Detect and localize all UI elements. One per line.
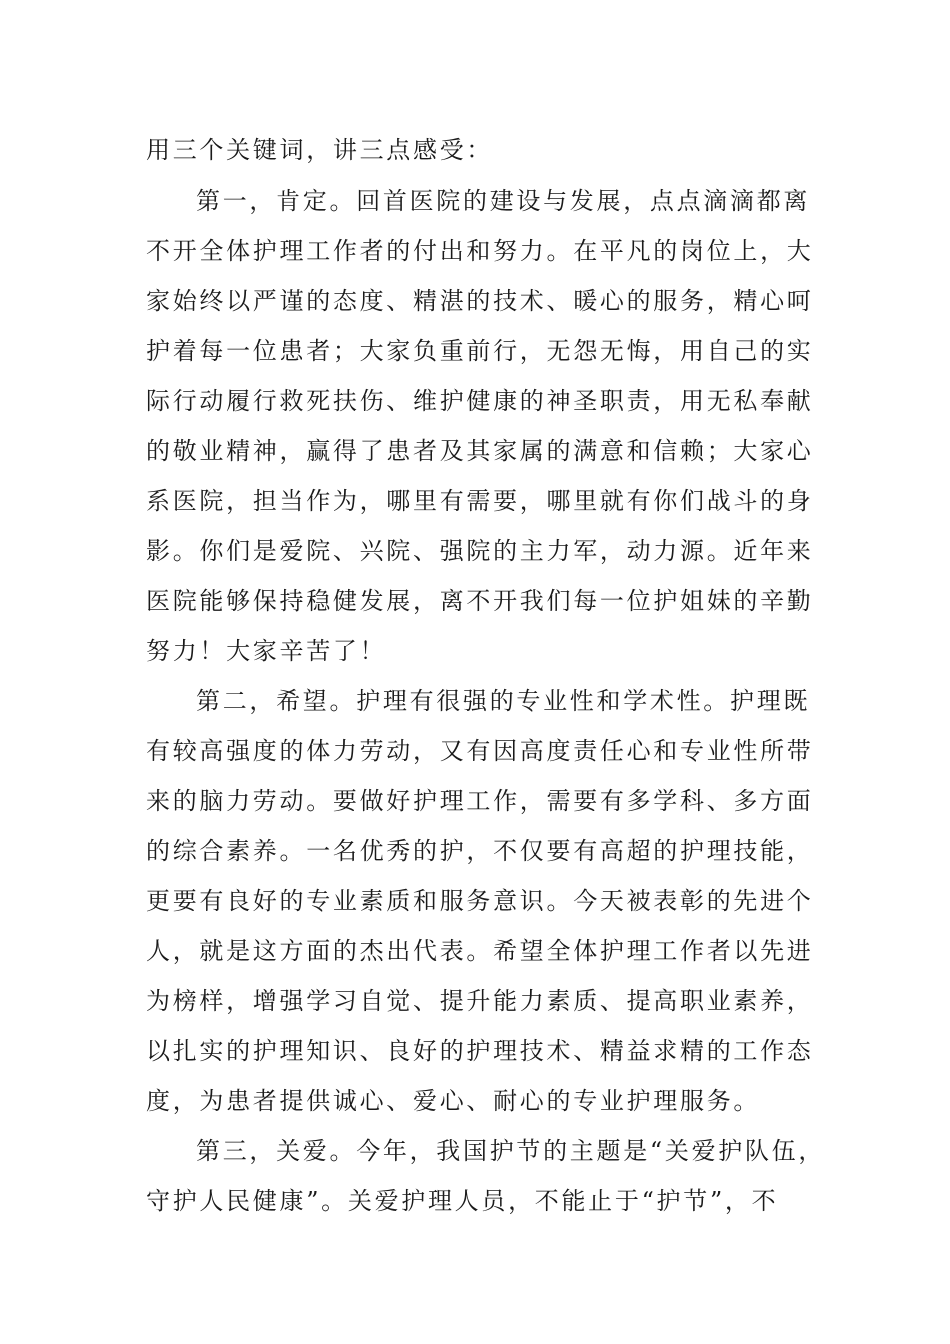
text-line: 影。你们是爱院、兴院、强院的主力军，动力源。近年来 xyxy=(146,537,814,565)
text-line: 际行动履行救死扶伤、维护健康的神圣职责，用无私奉献 xyxy=(146,387,814,415)
text-line: 护着每一位患者；大家负重前行，无怨无悔，用自己的实 xyxy=(146,337,814,365)
text-line: 更要有良好的专业素质和服务意识。今天被表彰的先进个 xyxy=(146,887,814,915)
text-line: 守护人民健康”。关爱护理人员，不能止于“护节”，不 xyxy=(146,1187,779,1215)
text-line: 度，为患者提供诚心、爱心、耐心的专业护理服务。 xyxy=(146,1087,761,1115)
text-line: 家始终以严谨的态度、精湛的技术、暖心的服务，精心呵 xyxy=(146,287,814,315)
text-line: 医院能够保持稳健发展，离不开我们每一位护姐妹的辛勤 xyxy=(146,587,814,615)
paragraph-start-line: 第一，肯定。回首医院的建设与发展，点点滴滴都离 xyxy=(196,187,811,215)
text-line: 有较高强度的体力劳动，又有因高度责任心和专业性所带 xyxy=(146,737,814,765)
paragraph-start-line: 第二，希望。护理有很强的专业性和学术性。护理既 xyxy=(196,687,811,715)
text-line: 的综合素养。一名优秀的护，不仅要有高超的护理技能， xyxy=(146,837,814,865)
text-line: 以扎实的护理知识、良好的护理技术、精益求精的工作态 xyxy=(146,1037,814,1065)
text-line: 不开全体护理工作者的付出和努力。在平凡的岗位上，大 xyxy=(146,237,814,265)
paragraph-start-line: 第三，关爱。今年，我国护节的主题是“关爱护队伍， xyxy=(196,1137,826,1165)
text-line: 系医院，担当作为，哪里有需要，哪里就有你们战斗的身 xyxy=(146,487,814,515)
text-line: 人，就是这方面的杰出代表。希望全体护理工作者以先进 xyxy=(146,937,814,965)
text-line: 努力！大家辛苦了！ xyxy=(146,637,387,665)
text-line: 为榜样，增强学习自觉、提升能力素质、提高职业素养， xyxy=(146,987,814,1015)
text-line: 的敬业精神，赢得了患者及其家属的满意和信赖；大家心 xyxy=(146,437,814,465)
text-line: 用三个关键词，讲三点感受： xyxy=(146,136,494,164)
text-line: 来的脑力劳动。要做好护理工作，需要有多学科、多方面 xyxy=(146,787,814,815)
